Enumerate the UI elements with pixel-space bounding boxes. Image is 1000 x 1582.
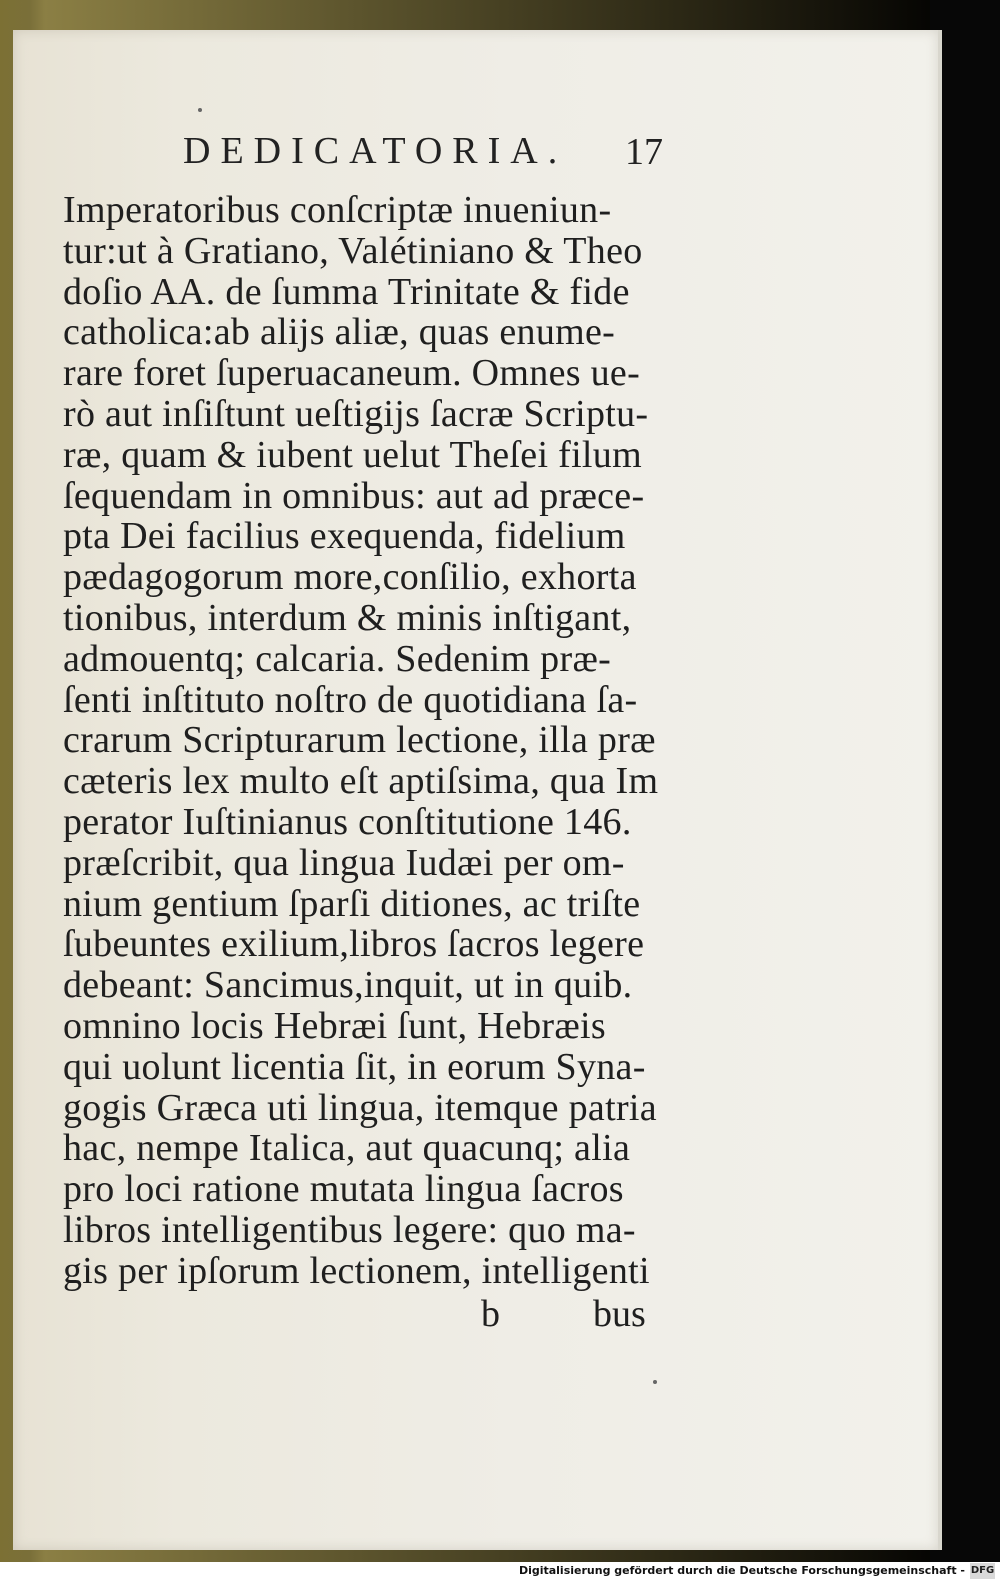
running-head: DEDICATORIA. (183, 130, 568, 172)
text-line: cæteris lex multo eſt aptiſsima, qua Im (63, 760, 659, 803)
text-line: ſequendam in omnibus: aut ad præce- (63, 474, 645, 517)
page-number: 17 (625, 131, 663, 173)
text-line: debeant: Sancimus,inquit, ut in quib. (63, 964, 633, 1007)
text-line: præſcribit, qua lingua Iudæi per om- (63, 841, 625, 884)
book-page (13, 30, 942, 1550)
text-line: hac, nempe Italica, aut quacunq; alia (63, 1127, 631, 1170)
text-line: gogis Græca uti lingua, itemque patria (63, 1086, 657, 1129)
text-line: admouentq; calcaria. Sedenim præ- (63, 637, 612, 680)
paper-speck (198, 108, 202, 112)
text-line: Imperatoribus conſcriptæ inueniun- (63, 189, 612, 231)
text-line: pro loci ratione mutata lingua ſacros (63, 1168, 624, 1211)
text-line: pædagogorum more,conſilio, exhorta (63, 556, 637, 599)
text-line: perator Iuſtinianus conſtitutione 146. (63, 800, 632, 843)
text-line: ſubeuntes exilium,libros ſacros legere (63, 923, 645, 966)
text-line: gis per ipſorum lectionem, intelligenti (63, 1249, 650, 1292)
text-line: ræ, quam & iubent uelut Theſei filum (63, 433, 642, 476)
dfg-logo: DFG (970, 1563, 995, 1579)
text-line: tur:ut à Gratiano, Valétiniano & Theo (63, 229, 643, 272)
text-line: rare foret ſuperuacaneum. Omnes ue- (63, 352, 641, 395)
text-line: ſenti inſtituto noſtro de quotidiana ſa- (63, 678, 638, 721)
catchword: bus (593, 1293, 646, 1335)
text-line: nium gentium ſparſi ditiones, ac triſte (63, 882, 641, 925)
page-header (173, 124, 663, 172)
text-line: qui uolunt licentia ſit, in eorum Syna- (63, 1045, 646, 1088)
text-block (63, 190, 663, 1292)
signature-mark: b (481, 1293, 500, 1335)
text-line: doſio AA. de ſumma Trinitate & fide (63, 270, 630, 313)
text-line: catholica:ab alijs aliæ, quas enume- (63, 311, 616, 354)
paper-speck (653, 1380, 657, 1384)
text-line: omnino locis Hebræi ſunt, Hebræis (63, 1004, 606, 1047)
footer-credit: Digitalisierung gefördert durch die Deutsche Forschungsgemeinschaft - (518, 1564, 965, 1577)
text-line: libros intelligentibus legere: quo ma- (63, 1208, 636, 1251)
text-line: tionibus, interdum & minis inſtigant, (63, 596, 632, 639)
text-line: pta Dei facilius exequenda, fidelium (63, 515, 626, 558)
text-line: crarum Scripturarum lectione, illa præ (63, 719, 656, 762)
footer-strip (0, 1562, 1000, 1582)
text-line: rò aut inſiſtunt ueſtigijs ſacræ Scriptu- (63, 392, 649, 435)
